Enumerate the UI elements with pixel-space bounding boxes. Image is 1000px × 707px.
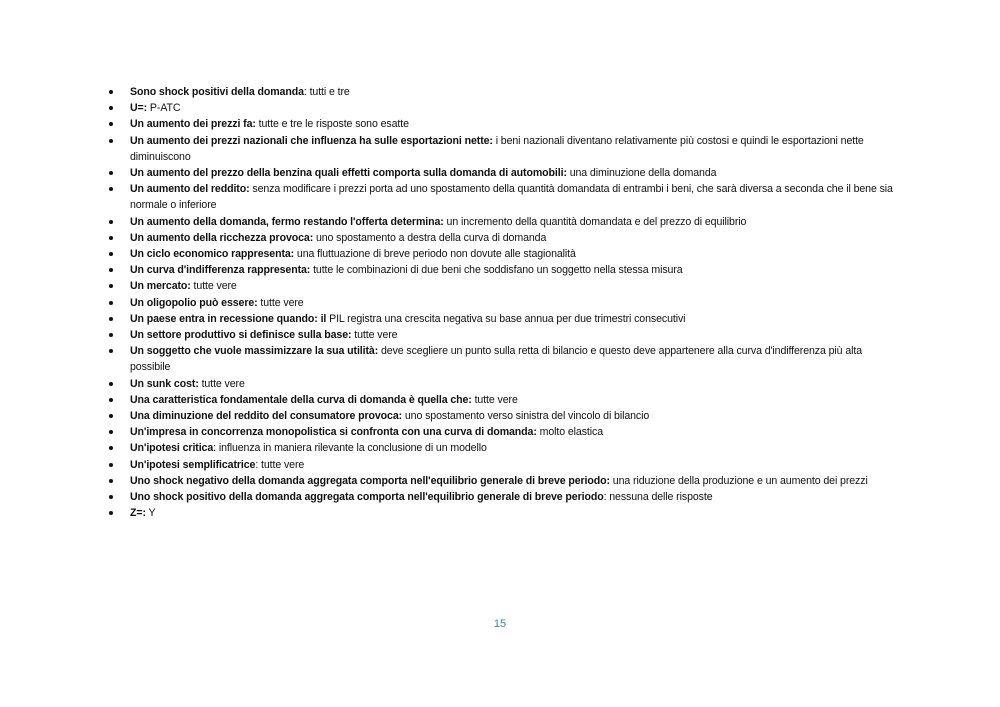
page-number: 15: [493, 618, 507, 630]
bullet-icon: [109, 252, 113, 256]
bullet-icon: [109, 106, 113, 110]
list-item: [108, 230, 898, 246]
bullet-icon: [109, 349, 113, 353]
question-text: Un soggetto che vuole massimizzare la sua utilità:: [130, 345, 379, 358]
question-text: Un aumento dei prezzi fa:: [130, 118, 256, 131]
answer-text: deve scegliere un punto sulla retta di bilancio e questo deve appartenere alla curva d'indifferenza più alta possibile: [130, 345, 863, 374]
question-text: Un oligopolio può essere:: [130, 296, 258, 309]
bullet-icon: [109, 220, 113, 224]
answer-text: una riduzione della produzione e un aumento dei prezzi: [609, 474, 868, 487]
answer-text: tutte vere: [190, 280, 237, 293]
list-item: [108, 473, 898, 489]
list-item: [108, 181, 898, 213]
question-text: Una diminuzione del reddito del consumatore provoca:: [130, 410, 403, 423]
answer-text: Y: [145, 507, 156, 520]
question-text: Uno shock positivo della domanda aggregata comporta nell'equilibrio generale di breve periodo: [130, 491, 604, 504]
list-item: [108, 246, 898, 262]
answer-text: : influenza in maniera rilevante la conclusione di un modello: [213, 442, 487, 455]
answer-text: i beni nazionali diventano relativamente più costosi e quindi le esportazioni nette diminuiscono: [130, 134, 864, 163]
question-text: Un ciclo economico rappresenta:: [130, 248, 295, 261]
answer-text: : tutti e tre: [303, 86, 350, 98]
answer-text: tutte vere: [198, 377, 245, 390]
answer-text: una diminuzione della domanda: [566, 167, 717, 180]
bullet-icon: [109, 479, 113, 483]
list-item: [108, 392, 898, 408]
question-text: Un'ipotesi critica: [130, 442, 214, 455]
bullet-icon: [109, 122, 113, 126]
list-item: [108, 295, 898, 311]
answer-text: tutte vere: [471, 393, 518, 406]
answer-text: tutte vere: [351, 329, 398, 342]
question-text: Un aumento del reddito:: [130, 183, 250, 196]
answer-text: tutte vere: [257, 296, 304, 309]
bullet-icon: [109, 171, 113, 175]
question-text: U=:: [130, 102, 148, 115]
answer-text: uno spostamento a destra della curva di domanda: [313, 231, 547, 244]
question-text: Un sunk cost:: [130, 377, 199, 390]
question-text: Uno shock negativo della domanda aggregata comporta nell'equilibrio generale di breve periodo:: [130, 474, 610, 487]
question-text: Un settore produttivo si definisce sulla base:: [130, 329, 352, 342]
list-item: [108, 100, 898, 116]
answer-text: uno spostamento verso sinistra del vincolo di bilancio: [402, 410, 650, 423]
bullet-icon: [109, 398, 113, 402]
list-item: [108, 262, 898, 278]
bullet-icon: [109, 414, 113, 418]
answer-text: tutte e tre le risposte sono esatte: [255, 118, 409, 131]
list-item: [108, 408, 898, 424]
answer-text: : tutte vere: [255, 458, 305, 471]
question-text: Un mercato:: [130, 280, 191, 293]
answer-text: un incremento della quantità domandata e del prezzo di equilibrio: [443, 215, 747, 228]
list-item: [108, 489, 898, 505]
question-text: Un aumento del prezzo della benzina quali effetti comporta sulla domanda di automobili:: [130, 167, 567, 180]
list-item: [108, 214, 898, 230]
bullet-icon: [109, 430, 113, 434]
bullet-icon: [109, 284, 113, 288]
list-item: [108, 84, 898, 100]
bullet-icon: [109, 495, 113, 499]
bullet-icon: [109, 463, 113, 467]
list-item: [108, 440, 898, 456]
bullet-icon: [109, 236, 113, 240]
bullet-icon: [109, 268, 113, 272]
answer-text: una fluttuazione di breve periodo non dovute alle stagionalità: [294, 248, 576, 261]
question-text: Una caratteristica fondamentale della curva di domanda è quella che:: [130, 393, 472, 406]
bullet-icon: [109, 511, 113, 515]
bullet-icon: [109, 446, 113, 450]
bullet-list: [108, 84, 898, 521]
list-item: [108, 133, 898, 165]
list-item: [108, 165, 898, 181]
question-text: Sono shock positivi della domanda: [130, 86, 304, 98]
list-item: [108, 457, 898, 473]
question-text: Un aumento della domanda, fermo restando l'offerta determina:: [130, 215, 444, 228]
question-text: Un aumento dei prezzi nazionali che influenza ha sulle esportazioni nette:: [130, 134, 493, 147]
list-item: [108, 116, 898, 132]
answer-text: : nessuna delle risposte: [603, 491, 713, 504]
question-text: Un paese entra in recessione quando: il: [130, 312, 327, 325]
list-item: [108, 327, 898, 343]
bullet-icon: [109, 382, 113, 386]
bullet-icon: [109, 317, 113, 321]
bullet-icon: [109, 301, 113, 305]
bullet-icon: [109, 333, 113, 337]
answer-text: PIL registra una crescita negativa su base annua per due trimestri consecutivi: [326, 312, 686, 325]
answer-text: P-ATC: [147, 102, 181, 115]
bullet-icon: [109, 139, 113, 143]
list-item: [108, 424, 898, 440]
list-item: [108, 343, 898, 375]
list-item: [108, 311, 898, 327]
question-text: Z=:: [130, 507, 146, 520]
answer-text: molto elastica: [536, 426, 603, 439]
answer-text: senza modificare i prezzi porta ad uno spostamento della quantità domandata di entrambi i beni, che sarà diversa a seconda che il bene sia normale o inferiore: [130, 183, 893, 212]
answer-text: tutte le combinazioni di due beni che soddisfano un soggetto nella stessa misura: [310, 264, 683, 277]
list-item: [108, 278, 898, 294]
question-text: Un'impresa in concorrenza monopolistica si confronta con una curva di domanda:: [130, 426, 537, 439]
list-item: [108, 376, 898, 392]
list-item: [108, 505, 898, 521]
bullet-icon: [109, 90, 113, 94]
question-text: Un'ipotesi semplificatrice: [130, 458, 256, 471]
question-text: Un curva d'indifferenza rappresenta:: [130, 264, 311, 277]
question-text: Un aumento della ricchezza provoca:: [130, 231, 314, 244]
bullet-icon: [109, 187, 113, 191]
